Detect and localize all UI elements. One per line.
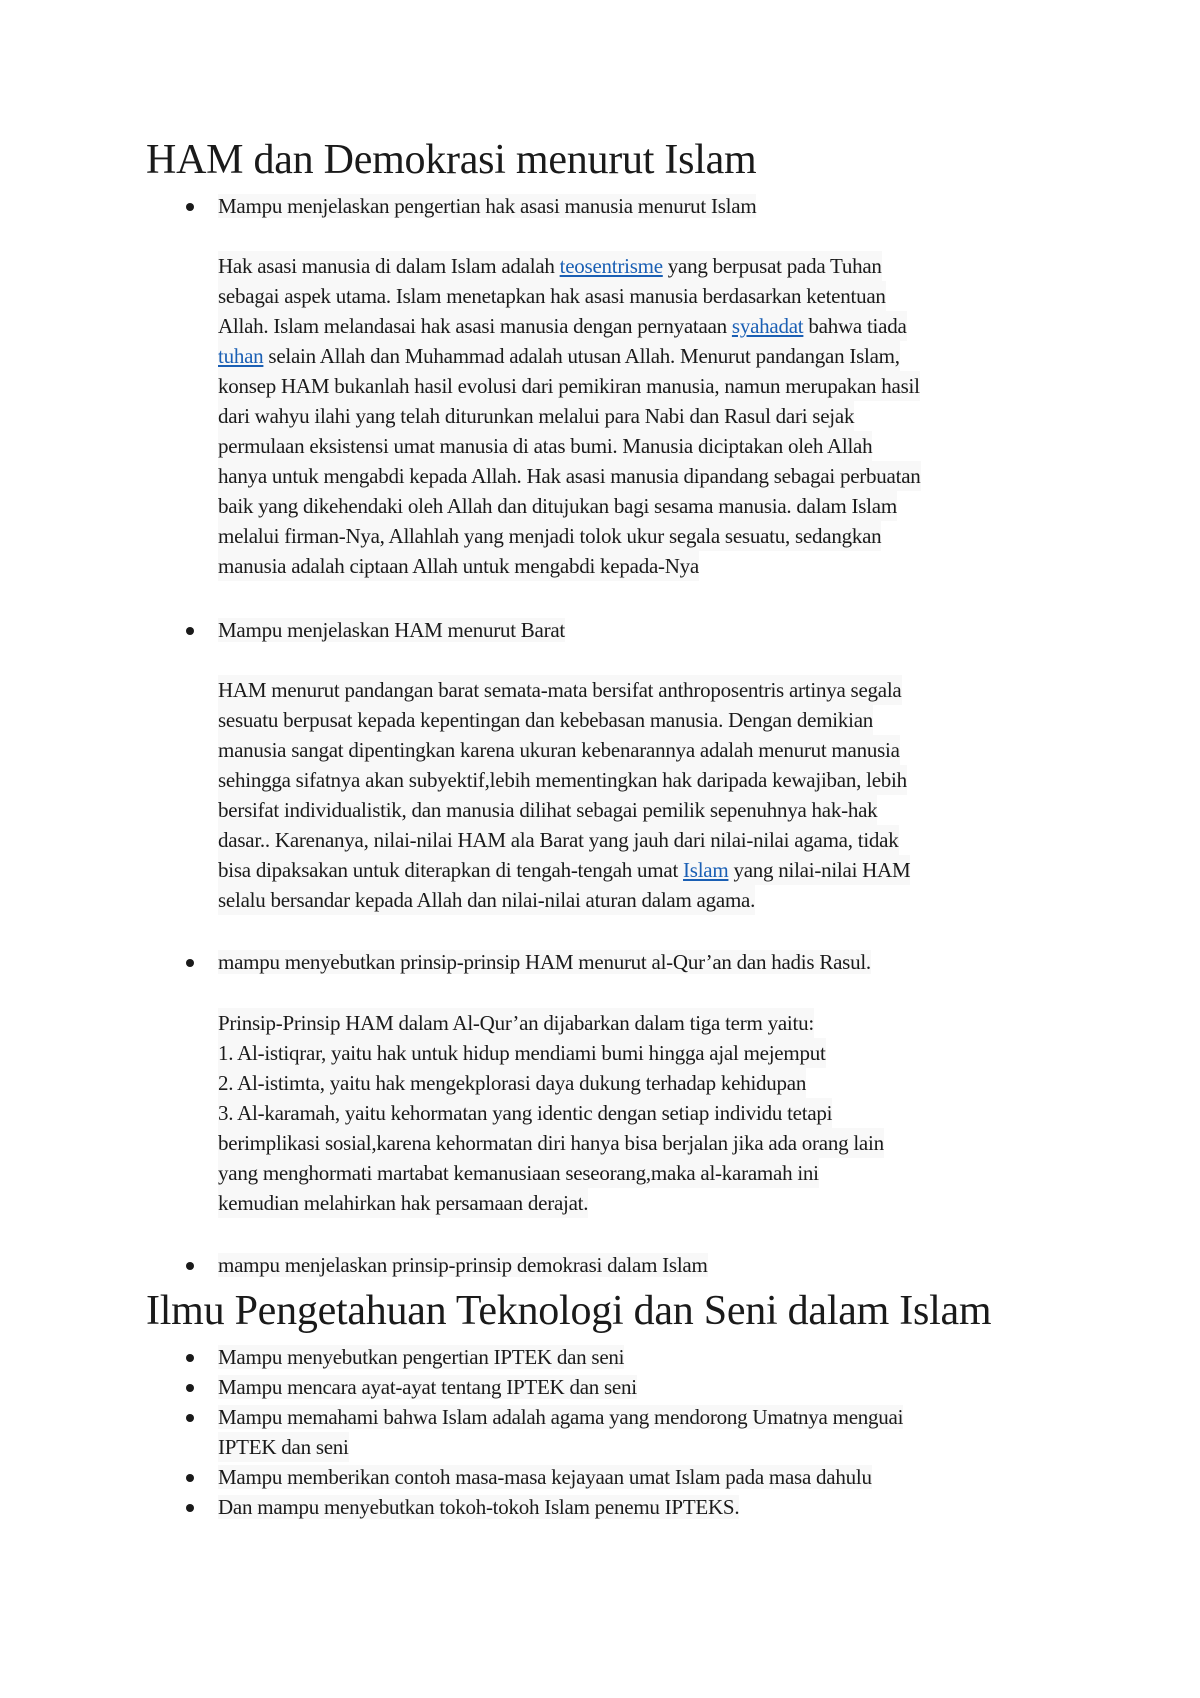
text-line: konsep HAM bukanlah hasil evolusi dari pemikiran manusia, namun merupakan hasil — [218, 371, 920, 401]
paragraph-prinsip-ham — [218, 1008, 1068, 1218]
bullet-item — [218, 947, 871, 977]
bullet-text: Mampu menyebutkan pengertian IPTEK dan seni — [218, 1345, 625, 1369]
text-line: manusia sangat dipentingkan karena ukuran kebenarannya adalah menurut manusia — [218, 735, 900, 765]
text-line: sebagai aspek utama. Islam menetapkan hak asasi manusia berdasarkan ketentuan — [218, 281, 886, 311]
bullet-item — [218, 191, 756, 221]
bullet-text: Mampu mencara ayat-ayat tentang IPTEK dan seni — [218, 1375, 637, 1399]
bullet-text: mampu menyebutkan prinsip-prinsip HAM menurut al-Qur’an dan hadis Rasul. — [218, 950, 871, 974]
text-line: IPTEK dan seni — [218, 1432, 349, 1462]
link-syahadat[interactable]: syahadat — [731, 314, 804, 338]
section-heading-iptek-seni: Ilmu Pengetahuan Teknologi dan Seni dalam Islam — [146, 1288, 992, 1334]
bullet-item — [218, 1372, 637, 1402]
paragraph-ham-barat — [218, 675, 1068, 915]
text-line: hanya untuk mengabdi kepada Allah. Hak asasi manusia dipandang sebagai perbuatan — [218, 461, 921, 491]
text-segment: yang nilai-nilai HAM — [728, 858, 911, 882]
bullet-text: mampu menjelaskan prinsip-prinsip demokrasi dalam Islam — [218, 1253, 708, 1277]
bullet-item — [218, 1462, 872, 1492]
text-line: kemudian melahirkan hak persamaan derajat. — [218, 1188, 588, 1218]
bullet-item — [218, 1250, 708, 1280]
bullet-item — [218, 1402, 903, 1432]
bullet-text: Mampu memahami bahwa Islam adalah agama yang mendorong Umatnya menguai — [218, 1405, 904, 1429]
text-segment: bahwa tiada — [803, 314, 907, 338]
text-line: dari wahyu ilahi yang telah diturunkan melalui para Nabi dan Rasul dari sejak — [218, 401, 854, 431]
text-line: 1. Al-istiqrar, yaitu hak untuk hidup mendiami bumi hingga ajal mejemput — [218, 1038, 826, 1068]
text-line: selalu bersandar kepada Allah dan nilai-nilai aturan dalam agama. — [218, 885, 755, 915]
text-segment: bisa dipaksakan untuk diterapkan di tengah-tengah umat — [218, 858, 684, 882]
section-heading-ham-demokrasi: HAM dan Demokrasi menurut Islam — [146, 137, 757, 183]
text-line: HAM menurut pandangan barat semata-mata bersifat anthroposentris artinya segala — [218, 675, 902, 705]
text-line: yang menghormati martabat kemanusiaan seseorang,maka al-karamah ini — [218, 1158, 819, 1188]
text-segment: selain Allah dan Muhammad adalah utusan Allah. Menurut pandangan Islam, — [263, 344, 900, 368]
bullet-item — [218, 1492, 739, 1522]
paragraph-ham-islam — [218, 251, 1068, 581]
text-line — [218, 251, 882, 281]
text-segment: Hak asasi manusia di dalam Islam adalah — [218, 254, 560, 278]
bullet-text: Mampu menjelaskan pengertian hak asasi manusia menurut Islam — [218, 194, 757, 218]
bullet-text: Mampu menjelaskan HAM menurut Barat — [218, 618, 565, 642]
link-teosentrisme[interactable]: teosentrisme — [559, 254, 663, 278]
text-line — [218, 341, 900, 371]
text-line: Prinsip-Prinsip HAM dalam Al-Qur’an dijabarkan dalam tiga term yaitu: — [218, 1008, 814, 1038]
text-line — [218, 855, 910, 885]
text-line — [218, 311, 907, 341]
text-line: baik yang dikehendaki oleh Allah dan ditujukan bagi sesama manusia. dalam Islam — [218, 491, 897, 521]
text-line: 3. Al-karamah, yaitu kehormatan yang identic dengan setiap individu tetapi — [218, 1098, 832, 1128]
bullet-continuation — [218, 1432, 1068, 1462]
text-line: dasar.. Karenanya, nilai-nilai HAM ala Barat yang jauh dari nilai-nilai agama, tidak — [218, 825, 899, 855]
text-line: sehingga sifatnya akan subyektif,lebih mementingkan hak daripada kewajiban, lebih — [218, 765, 907, 795]
text-line: berimplikasi sosial,karena kehormatan diri hanya bisa berjalan jika ada orang lain — [218, 1128, 884, 1158]
text-line: sesuatu berpusat kepada kepentingan dan kebebasan manusia. Dengan demikian — [218, 705, 873, 735]
bullet-text: Dan mampu menyebutkan tokoh-tokoh Islam penemu IPTEKS. — [218, 1495, 740, 1519]
text-segment: Allah. Islam melandasai hak asasi manusia dengan pernyataan — [218, 314, 732, 338]
text-line: 2. Al-istimta, yaitu hak mengekplorasi daya dukung terhadap kehidupan — [218, 1068, 806, 1098]
text-line: melalui firman-Nya, Allahlah yang menjadi tolok ukur segala sesuatu, sedangkan — [218, 521, 881, 551]
text-segment: yang berpusat pada Tuhan — [662, 254, 882, 278]
bullet-text: Mampu memberikan contoh masa-masa kejayaan umat Islam pada masa dahulu — [218, 1465, 872, 1489]
text-line: bersifat individualistik, dan manusia dilihat sebagai pemilik sepenuhnya hak-hak — [218, 795, 877, 825]
link-islam[interactable]: Islam — [683, 858, 729, 882]
link-tuhan[interactable]: tuhan — [218, 344, 264, 368]
bullet-item — [218, 615, 565, 645]
bullet-item — [218, 1342, 624, 1372]
text-line: permulaan eksistensi umat manusia di atas bumi. Manusia diciptakan oleh Allah — [218, 431, 872, 461]
text-line: manusia adalah ciptaan Allah untuk mengabdi kepada-Nya — [218, 551, 699, 581]
